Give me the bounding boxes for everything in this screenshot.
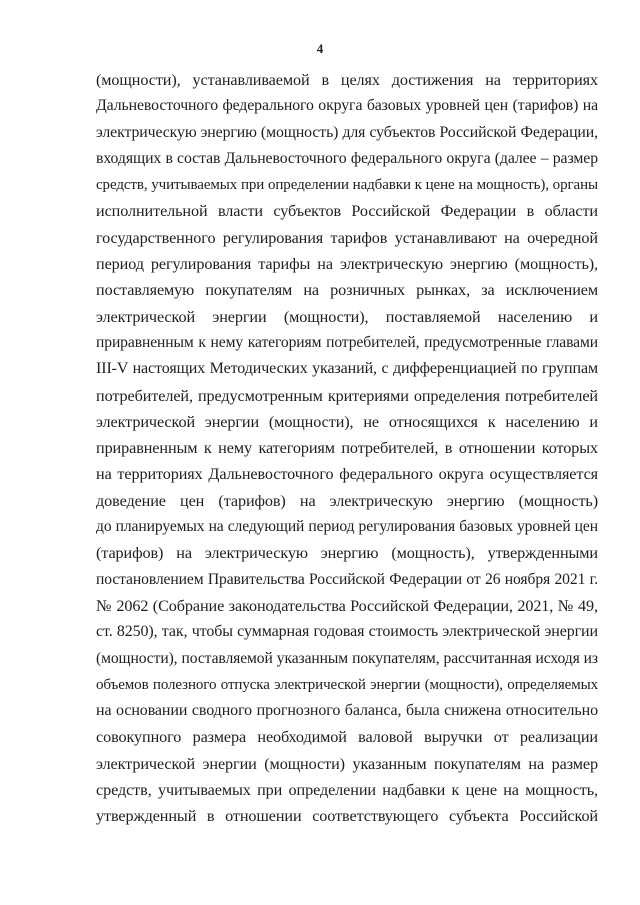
- text-line: приравненным к нему категориям потребителей, в отношении которых: [96, 439, 598, 458]
- text-line: доведение цен (тарифов) на электрическую энергию (мощность): [96, 491, 598, 510]
- text-line: государственного регулирования тарифов устанавливают на очередной: [96, 228, 598, 247]
- page-number: 4: [316, 41, 324, 56]
- text-line: до планируемых на следующий период регулирования базовых уровней цен: [96, 518, 598, 536]
- text-line: утвержденный в отношении соответствующего субъекта Российской: [96, 807, 598, 826]
- text-line: электрической энергии (мощности), поставляемой населению и: [96, 307, 598, 326]
- text-line: совокупного размера необходимой валовой выручки от реализации: [96, 728, 598, 747]
- text-line: Дальневосточного федерального округа базовых уровней цен (тарифов) на: [96, 97, 598, 115]
- text-line: на территориях Дальневосточного федерального округа осуществляется: [96, 465, 598, 484]
- text-line: входящих в состав Дальневосточного федерального округа (далее – размер: [96, 149, 598, 167]
- text-line: электрическую энергию (мощность) для субъектов Российской Федерации,: [96, 123, 598, 141]
- text-line: электрической энергии (мощности) указанным покупателям на размер: [96, 754, 598, 773]
- text-line: III-V настоящих Методических указаний, с дифференциацией по группам: [96, 360, 598, 378]
- text-line: объемов полезного отпуска электрической энергии (мощности), определяемых: [96, 676, 598, 693]
- text-line: исполнительной власти субъектов Российской Федерации в области: [96, 202, 598, 221]
- text-line: потребителей, предусмотренным критериями определения потребителей: [96, 386, 598, 405]
- text-line: электрической энергии (мощности), не относящихся к населению и: [96, 412, 598, 431]
- text-line: средств, учитываемых при определении надбавки к цене на мощность,: [96, 781, 598, 800]
- text-line: № 2062 (Собрание законодательства Российской Федерации, 2021, № 49,: [96, 596, 598, 615]
- text-line: ст. 8250), так, чтобы суммарная годовая стоимость электрической энергии: [96, 623, 598, 641]
- text-line: средств, учитываемых при определении надбавки к цене на мощность), органы: [96, 177, 598, 194]
- text-line: период регулирования тарифы на электрическую энергию (мощность),: [96, 255, 598, 274]
- text-line: (тарифов) на электрическую энергию (мощность), утвержденными: [96, 544, 598, 563]
- text-line: постановлением Правительства Российской Федерации от 26 ноября 2021 г.: [96, 570, 598, 588]
- text-line: (мощности), устанавливаемой в целях достижения на территориях: [96, 71, 598, 89]
- text-line: (мощности), поставляемой указанным покупателям, рассчитанная исходя из: [96, 649, 598, 667]
- text-line: приравненным к нему категориям потребителей, предусмотренные главами: [96, 333, 598, 351]
- text-line: на основании сводного прогнозного баланса, была снижена относительно: [96, 702, 598, 720]
- body-text: [96, 67, 598, 830]
- text-line: поставляемую покупателям на розничных рынках, за исключением: [96, 281, 598, 300]
